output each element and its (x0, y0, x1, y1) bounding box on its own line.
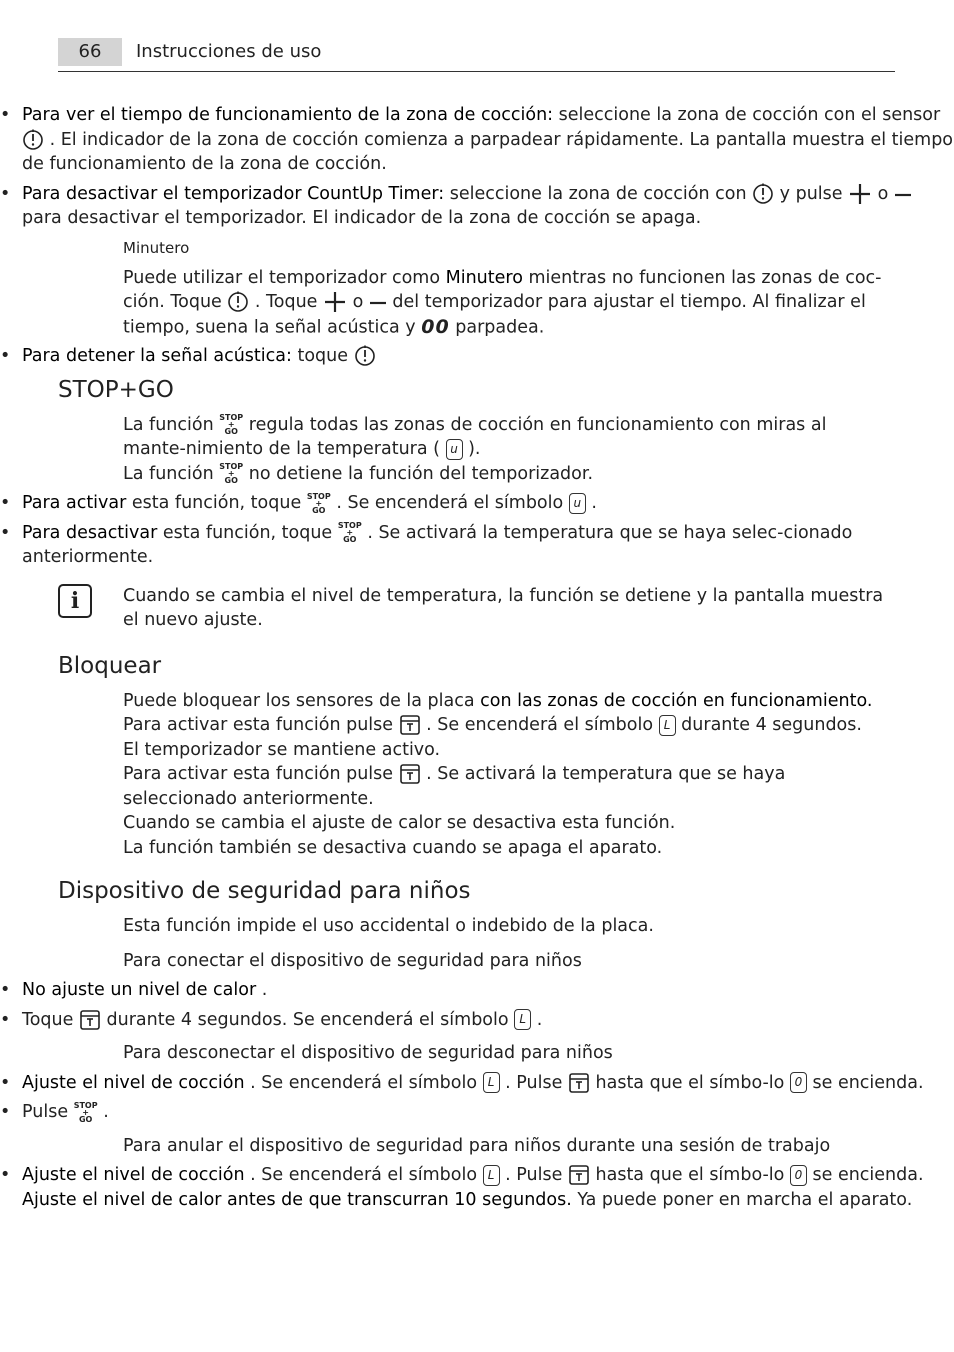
list-item (0, 103, 954, 177)
lock-sensor-icon (399, 714, 421, 736)
list-item: • Ajuste el nivel de cocción . Se encenderá el símbolo L . Pulse hasta que el símbo-lo 0 se encienda. Ajuste el nivel de calor antes de que transcurran 10 segundos. Ya puede poner en marcha el aparato. (0, 1163, 954, 1212)
stop-go-icon: STOP + GO (219, 413, 244, 437)
minus-icon (369, 291, 387, 313)
list-item (0, 344, 954, 369)
list-item: • No ajuste un nivel de calor . (0, 978, 954, 1003)
minutero-bullets (0, 344, 954, 369)
override-bullets (0, 1163, 954, 1212)
text: . Toque (249, 292, 323, 312)
minus-icon (894, 183, 912, 205)
bullet-text: o (872, 183, 894, 204)
lock-symbol-icon: L (483, 1072, 500, 1093)
stop-go-icon: STOP + GO (306, 491, 331, 515)
timer-sensor-icon (227, 291, 249, 313)
lock-symbol-icon: L (659, 715, 676, 736)
stopgo-paragraph-2 (0, 462, 954, 487)
section-title-stopgo: STOP+GO (58, 376, 174, 403)
text-emphasis: Minutero (445, 267, 523, 288)
lock-sensor-icon (568, 1164, 590, 1186)
text: Para activar esta función pulse . Se activará la temperatura que se haya seleccionado anteriormente. (123, 764, 786, 809)
lock-symbol-icon: L (483, 1165, 500, 1186)
section-title-bloquear: Bloquear (58, 652, 162, 679)
text: no detiene la función del temporizador. (243, 463, 594, 484)
info-note (0, 584, 954, 633)
text: Puede utilizar el temporizador como (123, 267, 446, 288)
lock-sensor-icon (79, 1009, 101, 1031)
info-icon: i (58, 584, 92, 618)
double-zero-display-icon: 00 (421, 315, 450, 338)
text: La función también se desactiva cuando se apaga el aparato. (123, 837, 663, 858)
text: parpadea. (449, 316, 545, 337)
lock-symbol-icon: L (514, 1009, 531, 1030)
bullet-lead: Para desactivar el temporizador CountUp Timer: (22, 183, 445, 204)
bullet-text: toque (291, 346, 354, 367)
list-item (0, 182, 954, 231)
bullet-text: esta función, toque (126, 493, 307, 514)
timer-sensor-icon (354, 345, 376, 367)
text: El temporizador se mantiene activo. (123, 739, 441, 760)
page-number: 66 (58, 38, 122, 66)
keep-warm-icon: u (446, 439, 463, 460)
bullet-text: seleccione la zona de cocción con (444, 183, 753, 204)
list-item: • Toque durante 4 segundos. Se encenderá el símbolo L . (0, 1008, 954, 1033)
lock-sensor-icon (568, 1072, 590, 1094)
stopgo-bullets (0, 491, 954, 570)
zero-symbol-icon: 0 (790, 1165, 807, 1186)
text: del temporizador para ajustar el tiempo. Al finalizar el tiempo, suena la señal acústica y (123, 292, 866, 337)
section-title-child-lock: Dispositivo de seguridad para niños (58, 878, 471, 905)
lock-sensor-icon (399, 763, 421, 785)
page-header (58, 38, 895, 72)
list-item (0, 521, 954, 570)
stopgo-paragraph-1 (0, 413, 954, 462)
timer-sensor-icon (22, 129, 44, 151)
plus-icon (323, 291, 347, 313)
stop-go-icon: STOP + GO (73, 1100, 98, 1124)
text: Para activar esta función pulse . Se encenderá el símbolo L durante 4 segundos. (123, 715, 862, 736)
bullet-text: y pulse (774, 183, 849, 204)
bullet-text: . Se encenderá el símbolo (330, 493, 569, 514)
minutero-paragraph (0, 266, 954, 340)
list-item (0, 491, 954, 516)
text: o (347, 292, 369, 312)
minutero-label: Minutero (123, 238, 190, 257)
timer-bullets (0, 103, 954, 231)
subsection-override: Para anular el dispositivo de seguridad para niños durante una sesión de trabajo (123, 1135, 831, 1156)
subsection-disconnect: Para desconectar el dispositivo de seguridad para niños (123, 1043, 613, 1064)
text: La función (123, 414, 220, 435)
text: Puede bloquear los sensores de la placa con las zonas de cocción en funcionamiento. (123, 690, 873, 711)
text: La función (123, 463, 220, 484)
bullet-lead: Para activar (22, 493, 127, 514)
text: Cuando se cambia el ajuste de calor se desactiva esta función. (123, 813, 676, 834)
bullet-lead: Para desactivar (22, 522, 158, 543)
bloquear-body (0, 689, 954, 861)
page-content (0, 103, 954, 1217)
bullet-text: . Se activará la temperatura que se haya selec-cionado anteriormente. (22, 522, 853, 568)
text: mientras no funcionen las zonas de coc-ción. Toque (123, 267, 882, 312)
text: ). (462, 439, 481, 460)
info-text: Cuando se cambia el nivel de temperatura, la función se detiene y la pantalla muestra el nuevo ajuste. (123, 585, 884, 631)
list-item: • Pulse STOP + GO . (0, 1100, 954, 1125)
stop-go-icon: STOP + GO (337, 521, 362, 545)
bullet-text: esta función, toque (157, 522, 338, 543)
bullet-lead: Para ver el tiempo de funcionamiento de la zona de cocción: (22, 105, 554, 125)
zero-symbol-icon: 0 (790, 1072, 807, 1093)
bullet-text: seleccione la zona de cocción con el sensor (553, 105, 941, 125)
child-lock-intro: Esta función impide el uso accidental o indebido de la placa. (123, 916, 654, 937)
bullet-text: . (585, 493, 597, 514)
timer-sensor-icon (752, 183, 774, 205)
stop-go-icon: STOP + GO (219, 462, 244, 486)
bullet-text: para desactivar el temporizador. El indicador de la zona de cocción se apaga. (22, 208, 702, 228)
bullet-lead: Para detener la señal acústica: (22, 346, 292, 367)
text: regula todas las zonas de cocción en funcionamiento con miras al mante-nimiento de la temperatura ( (123, 414, 827, 460)
plus-icon (848, 183, 872, 205)
disconnect-bullets (0, 1071, 954, 1125)
header-title: Instrucciones de uso (136, 41, 322, 62)
bullet-text: . El indicador de la zona de cocción comienza a parpadear rápidamente. La pantalla muestra el tiempo de funcionamiento de la zona de cocción. (22, 129, 954, 174)
list-item: • Ajuste el nivel de cocción . Se encenderá el símbolo L . Pulse hasta que el símbo-lo 0 se encienda. (0, 1071, 954, 1096)
subsection-connect: Para conectar el dispositivo de seguridad para niños (123, 950, 582, 971)
keep-warm-icon: u (569, 493, 586, 514)
connect-bullets (0, 978, 954, 1032)
